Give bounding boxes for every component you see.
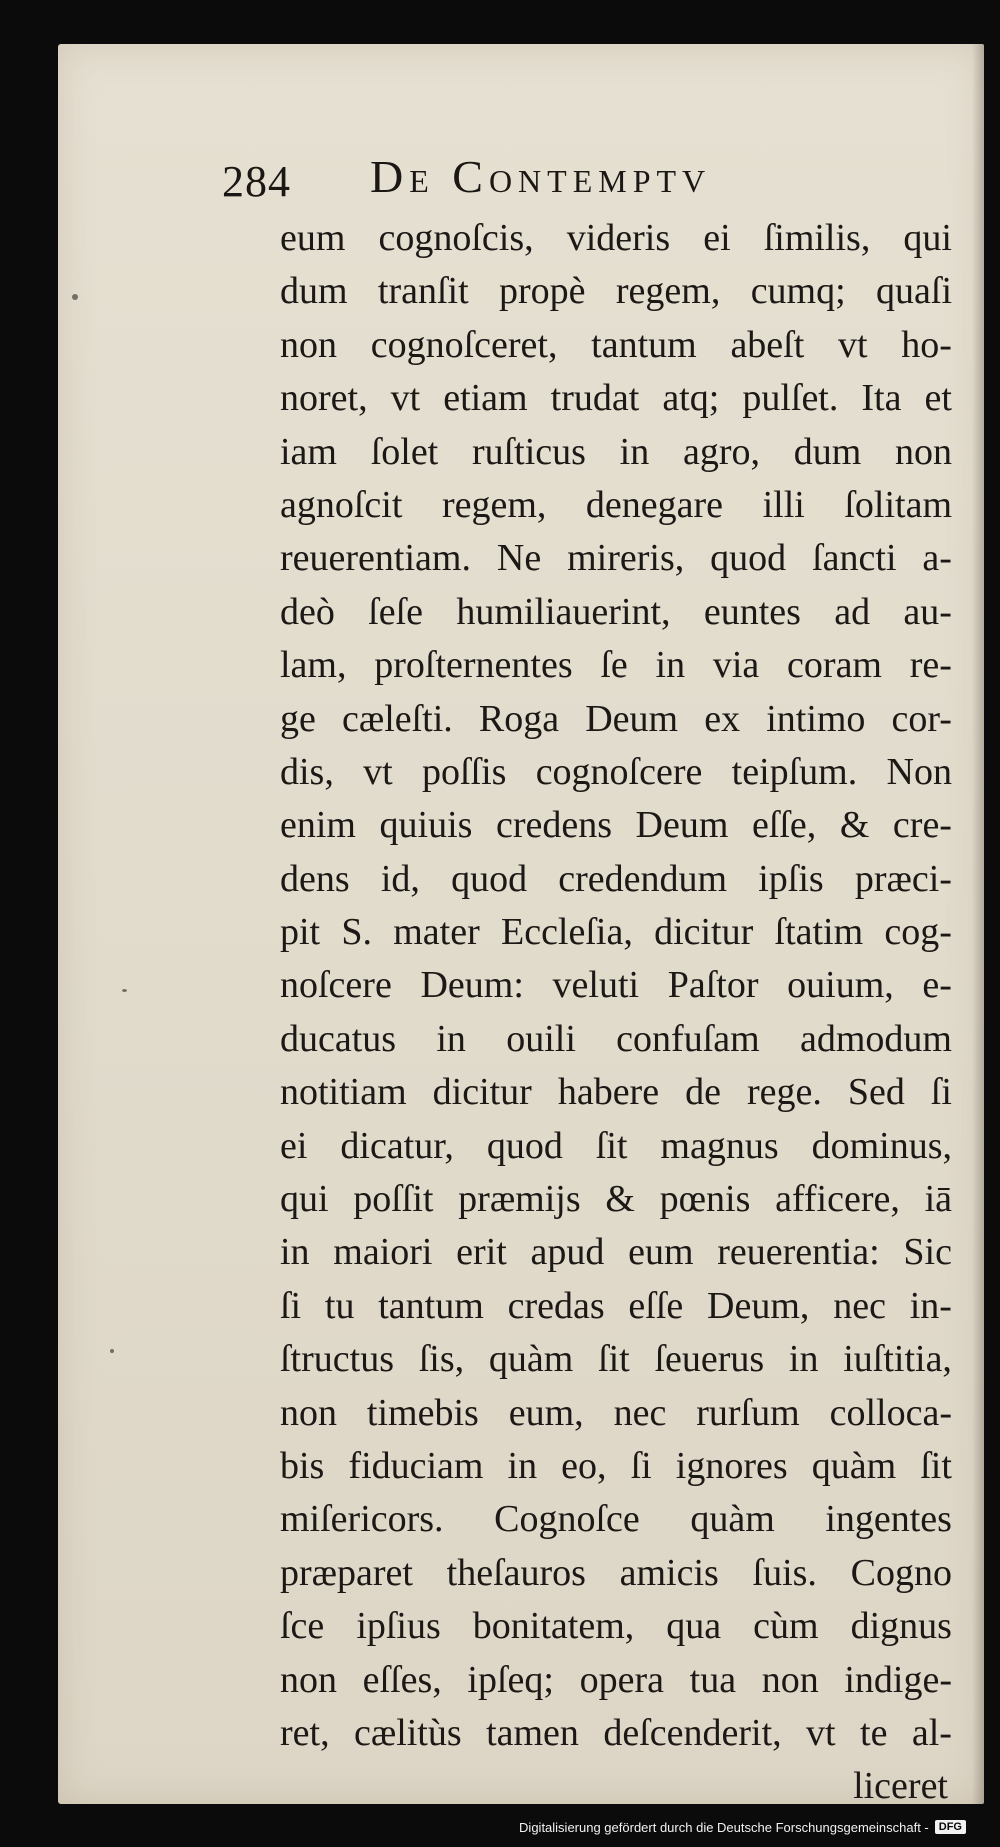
credit-text: Digitalisierung gefördert durch die Deutsche Forschungsgemeinschaft - — [519, 1819, 929, 1835]
catchword: liceret — [853, 1765, 948, 1808]
text-line: enim quiuis credens Deum eſſe, & cre- — [280, 804, 952, 847]
text-line: non eſſes, ipſeq; opera tua non indige- — [280, 1658, 952, 1701]
page-edge-shadow — [972, 44, 984, 1804]
text-line: lam, proſternentes ſe in via coram re- — [280, 644, 952, 687]
text-line: iam ſolet ruſticus in agro, dum non — [280, 430, 952, 473]
digitization-credit — [519, 1813, 966, 1841]
text-line: agnoſcit regem, denegare illi ſolitam — [280, 483, 952, 526]
text-line: ducatus in ouili confuſam admodum — [280, 1017, 952, 1060]
text-line: deò ſeſe humiliauerint, euntes ad au- — [280, 590, 952, 633]
paper-speck — [110, 1349, 114, 1353]
text-line: ſce ipſius bonitatem, qua cùm dignus — [280, 1605, 952, 1648]
text-line: ret, cælitùs tamen deſcenderit, vt te al- — [280, 1711, 952, 1754]
text-line: pit S. mater Eccleſia, dicitur ſtatim cog- — [280, 911, 952, 954]
text-line: bis fiduciam in eo, ſi ignores quàm ſit — [280, 1444, 952, 1487]
paper-speck — [122, 989, 127, 992]
running-title: De Contemptv — [370, 151, 712, 202]
text-line: dens id, quod credendum ipſis præci- — [280, 857, 952, 900]
body-text — [280, 212, 952, 1814]
text-line: dis, vt poſſis cognoſcere teipſum. Non — [280, 750, 952, 793]
text-line: non cognoſceret, tantum abeſt vt ho- — [280, 323, 952, 366]
text-line: eum cognoſcis, videris ei ſimilis, qui — [280, 217, 952, 259]
text-line: miſericors. Cognoſce quàm ingentes — [280, 1498, 952, 1541]
text-line: non timebis eum, nec rurſum colloca- — [280, 1391, 952, 1434]
text-line: in maiori erit apud eum reuerentia: Sic — [280, 1231, 952, 1274]
text-line: ſi tu tantum credas eſſe Deum, nec in- — [280, 1284, 952, 1327]
text-line: noſcere Deum: veluti Paſtor ouium, e- — [280, 964, 952, 1007]
dfg-logo-badge: DFG — [935, 1820, 966, 1834]
text-line: notitiam dicitur habere de rege. Sed ſi — [280, 1071, 952, 1114]
text-line: reuerentiam. Ne mireris, quod ſancti a- — [280, 537, 952, 580]
text-line: noret, vt etiam trudat atq; pulſet. Ita et — [280, 377, 952, 420]
text-line: ei dicatur, quod ſit magnus dominus, — [280, 1124, 952, 1167]
text-line: qui poſſit præmijs & pœnis afficere, iā — [280, 1178, 952, 1221]
text-line: ſtructus ſis, quàm ſit ſeuerus in iuſtitia, — [280, 1338, 952, 1381]
running-header — [222, 150, 922, 210]
text-line: dum tranſit propè regem, cumq; quaſi — [280, 270, 952, 313]
text-line: ge cæleſti. Roga Deum ex intimo cor- — [280, 697, 952, 740]
paper-speck — [72, 294, 78, 300]
page-number: 284 — [222, 157, 291, 206]
text-line: præparet theſauros amicis ſuis. Cogno — [280, 1551, 952, 1594]
